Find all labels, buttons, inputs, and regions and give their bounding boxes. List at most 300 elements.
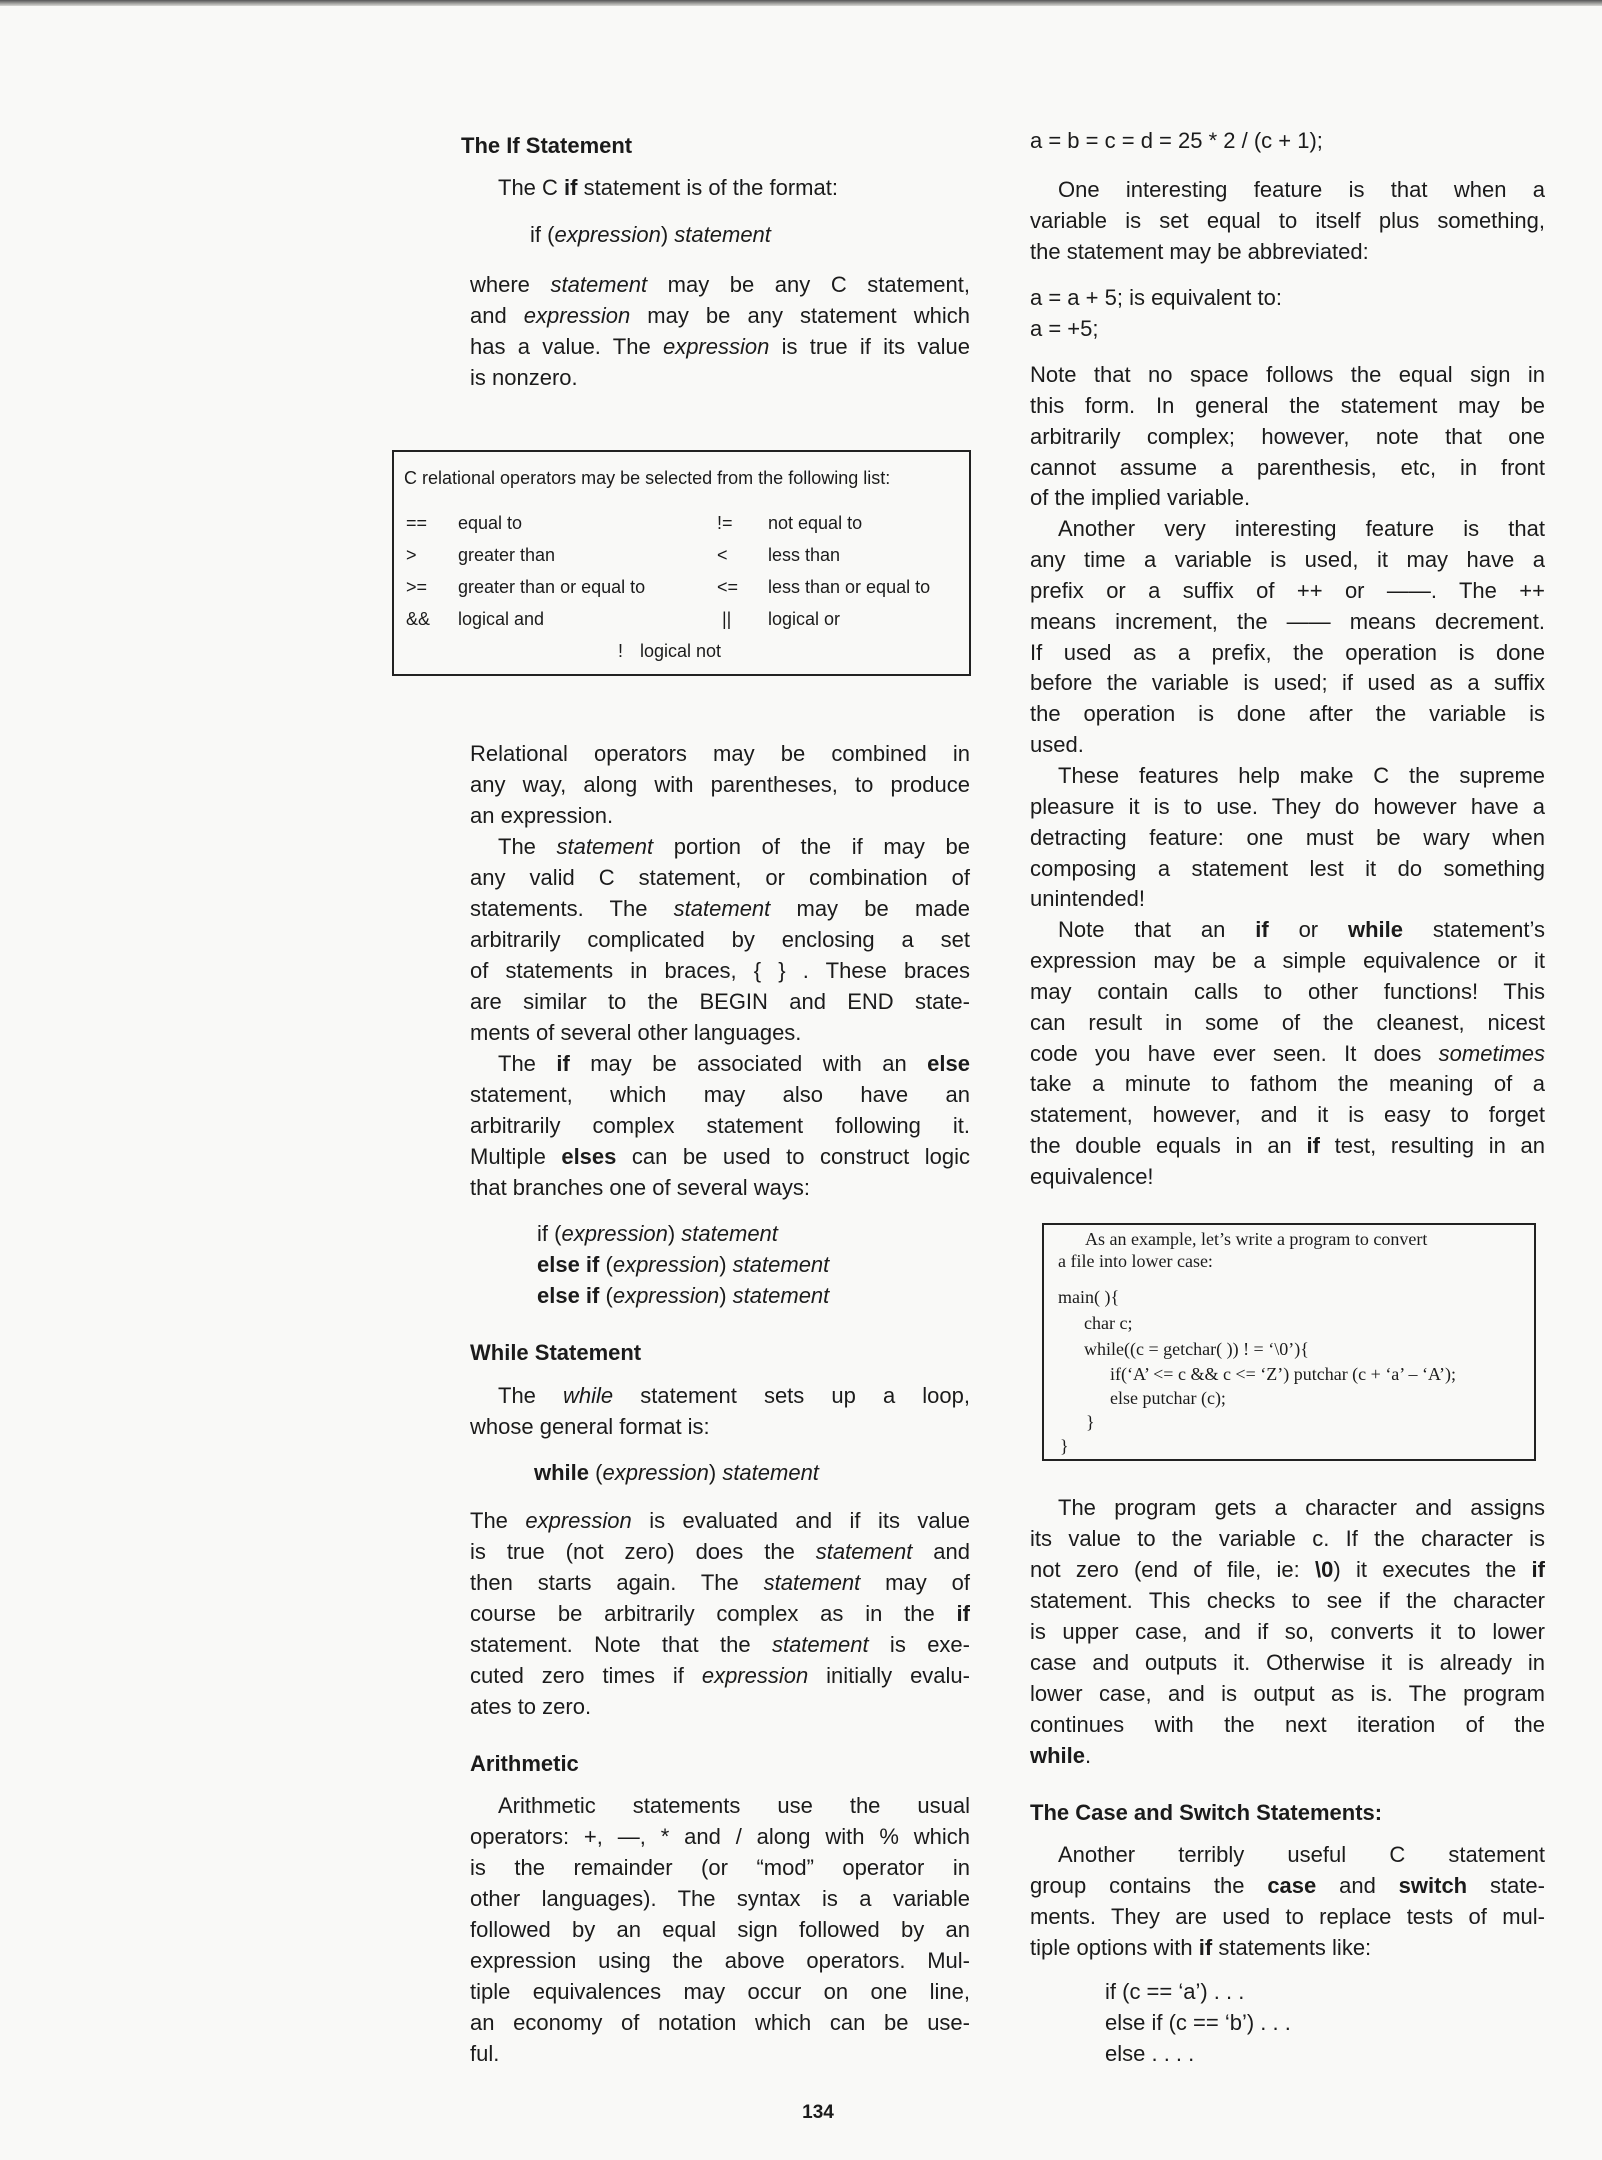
code-line: } [1060,1436,1069,1456]
box-title: C relational operators may be selected from the following list: [404,468,891,488]
text-run: if ( [530,222,555,247]
text-run: ) [719,1283,733,1308]
text-run: expression using the above operators. Mul- [470,1948,970,1973]
paragraph [470,1790,970,2069]
code-line: while((c = getchar( )) ! = ‘\0’){ [1084,1339,1309,1359]
text-block [1030,174,1545,267]
text-run: ) it executes the [1333,1557,1532,1582]
text-line [470,831,970,862]
code-example [1105,1976,1291,2069]
text-run: The C [498,175,565,200]
text-line [1030,125,1545,156]
text-run: statement sets up a loop, [613,1383,970,1408]
bold-keyword: if [1531,1557,1545,1582]
text-run: expression may be a simple equivalence or it [1030,948,1545,974]
text-run: The [498,834,557,859]
text-line [470,1141,970,1172]
operator-desc: logical or [768,609,841,629]
text-run: ments. They are used to replace tests of mul- [1030,1904,1545,1929]
text-line [537,1280,829,1311]
text-line [1030,453,1545,484]
text-line [1030,483,1545,514]
text-run: While Statement [470,1340,642,1365]
text-line [1030,1523,1545,1554]
text-line [1030,977,1545,1008]
text-line [1030,607,1545,638]
paragraph [470,269,970,393]
text-run: may be any C statement, [647,272,970,297]
text-block [470,1505,970,1722]
text-line [470,1598,970,1629]
text-line [470,955,970,986]
text-run: composing a statement lest it do something [1030,855,1545,881]
code-line: if(‘A’ <= c && c <= ‘Z’) putchar (c + ‘a’ – ‘A’); [1110,1364,1456,1384]
text-run: Arithmetic [470,1751,579,1776]
text-run: The program gets a character and assigns [1058,1495,1545,1520]
text-line [1030,1616,1545,1647]
bold-keyword: else if [537,1252,600,1277]
text-run: may contain calls to other functions! This [1030,978,1545,1004]
text-line [470,1017,970,1048]
italic-term: statement [732,1283,830,1308]
paragraph [470,1748,970,1779]
text-run: prefix or a suffix of ++ or ——. The ++ [1030,577,1545,603]
text-run: and [1316,1873,1399,1898]
italic-term: statement [732,1252,830,1277]
text-line [470,1976,970,2007]
text-line [470,862,970,893]
text-run: a = b = c = d = 25 * 2 / (c + 1); [1030,128,1323,153]
bold-keyword: else [927,1051,970,1076]
text-run: take a minute to fathom the meaning of a [1030,1071,1545,1097]
paragraph [534,1457,819,1488]
text-line [1030,1647,1545,1678]
paragraph [470,738,970,831]
text-line [470,1536,970,1567]
text-run: an expression. [470,803,614,828]
text-line [461,130,961,161]
text-line [470,1748,970,1779]
text-line [470,1852,970,1883]
text-block [470,738,970,1203]
text-run: Another very interesting feature is that [1058,516,1545,542]
italic-term: statement [556,834,654,859]
text-run: Note that an [1058,917,1256,943]
italic-term: expression [602,1460,709,1485]
operator-desc: logical not [640,641,722,661]
code-line: main( ){ [1058,1287,1120,1307]
text-line [470,362,970,393]
operator: ! [618,641,624,661]
example-program-box [1042,1223,1536,1461]
text-run: group contains the [1030,1873,1268,1898]
text-line [1030,1492,1545,1523]
text-run: else . . . . [1105,2041,1195,2066]
text-run: ments of several other languages. [470,1020,802,1045]
text-line [1030,1008,1545,1039]
text-run: may be made [770,896,971,921]
paragraph [1030,1797,1545,1828]
text-line [1030,236,1545,267]
text-run: statement, however, and it is easy to forget [1030,1102,1545,1128]
bold-keyword: while [534,1460,590,1485]
operator: <= [717,577,739,597]
text-run: code you have ever seen. It does [1030,1040,1439,1066]
section-heading [461,130,961,161]
bold-keyword: if [556,1051,570,1076]
text-line [1030,792,1545,823]
text-line [1030,1709,1545,1740]
text-run: whose general format is: [470,1414,710,1439]
bold-keyword: if [1306,1133,1320,1159]
text-line [470,1048,970,1079]
italic-term: statement [674,222,771,247]
italic-term: statement [673,896,771,921]
text-run: before the variable is used; if used as a suffix [1030,670,1545,696]
text-run: statement is of the format: [577,175,838,200]
italic-term: expression [554,222,661,247]
text-run: operators: +, —, * and / along with % which [470,1824,970,1849]
text-line [470,1411,970,1442]
text-run: the statement may be abbreviated: [1030,239,1369,264]
code-example [537,1218,829,1311]
text-line [537,1218,829,1249]
text-run: followed by an equal sign followed by an [470,1917,970,1942]
text-block [470,1380,970,1442]
text-line [1030,174,1545,205]
bold-keyword: if [956,1601,970,1626]
text-line [1030,1901,1545,1932]
code-example [1030,125,1545,156]
text-line [470,1821,970,1852]
text-run: detracting feature: one must be wary when [1030,824,1545,850]
text-run: may be any statement which [630,303,970,328]
text-line [1030,205,1545,236]
bold-keyword: if [564,175,578,200]
bold-keyword: else if [537,1283,600,1308]
text-run: statements. The [470,896,674,921]
text-run: cuted zero times if [470,1663,702,1688]
text-run: is exe- [868,1632,970,1657]
code-line: } [1086,1412,1095,1432]
bold-keyword: while [1348,917,1404,943]
text-run: ) [708,1460,723,1485]
text-line [1030,699,1545,730]
text-line [470,172,970,203]
text-run: not zero (end of file, ie: [1030,1557,1316,1582]
text-line [470,893,970,924]
text-line [470,1790,970,1821]
text-line [1030,282,1545,313]
text-line [1030,545,1545,576]
text-run: cannot assume a parenthesis, etc, in front [1030,454,1545,480]
paragraph [470,1337,970,1368]
text-line [1030,668,1545,699]
example-intro: As an example, let’s write a program to convert [1085,1229,1428,1249]
text-line [470,1883,970,1914]
paragraph [1030,514,1545,761]
text-run: the double equals in an [1030,1133,1307,1159]
text-run: ful. [470,2041,500,2066]
text-run: and [912,1539,970,1564]
text-line [1030,915,1545,946]
text-run: unintended! [1030,886,1145,912]
text-run: arbitrarily complicated by enclosing a set [470,927,970,952]
bold-keyword: if [1198,1935,1213,1960]
paragraph [461,130,961,161]
operator: == [406,513,428,533]
paragraph [470,1048,970,1203]
text-run: statement. This checks to see if the character [1030,1588,1545,1613]
text-line [470,331,970,362]
text-run: . [1085,1743,1092,1768]
bold-keyword: elses [561,1144,617,1169]
paragraph [470,172,970,203]
italic-term: statement [550,272,648,297]
text-line [470,1567,970,1598]
text-line [1030,1870,1545,1901]
section-heading [470,1337,970,1368]
text-line [1030,391,1545,422]
paragraph [1105,1976,1291,2069]
text-line [1105,2038,1291,2069]
italic-term: expression [612,1283,720,1308]
text-line [470,800,970,831]
text-run: course be arbitrarily complex as in the [470,1601,957,1626]
text-run: Relational operators may be combined in [470,741,970,766]
text-run: any valid C statement, or combination of [470,865,970,890]
text-line [470,269,970,300]
text-run: tiple options with [1030,1935,1199,1960]
text-run: ates to zero. [470,1694,592,1719]
text-run: The Case and Switch Statements: [1030,1800,1383,1825]
text-run: statement. Note that the [470,1632,772,1657]
text-line [1030,823,1545,854]
paragraph [1030,915,1545,1193]
text-run: statement, which may also have an [470,1082,970,1107]
text-line [1030,1162,1545,1193]
text-line [470,2007,970,2038]
text-line [530,219,771,250]
text-line [1030,576,1545,607]
paragraph [470,1505,970,1722]
code-line: else putchar (c); [1110,1388,1226,1408]
text-line [1030,854,1545,885]
text-run: other languages). The syntax is a variable [470,1886,970,1911]
text-block [470,172,970,203]
text-line [470,738,970,769]
text-run: then starts again. The [470,1570,764,1595]
text-line [470,1945,970,1976]
text-line [1030,1554,1545,1585]
italic-term: expression [561,1221,668,1246]
text-line [1030,1839,1545,1870]
relational-operators-box [392,450,971,676]
scan-edge [0,0,1602,6]
paragraph [1030,360,1545,514]
text-line [470,2038,970,2069]
text-run: where [470,272,551,297]
text-run: portion of the if may be [653,834,970,859]
italic-term: expression [523,303,631,328]
code-example [534,1457,819,1488]
text-line [1030,946,1545,977]
bold-keyword: \0 [1315,1557,1334,1582]
text-line [1030,422,1545,453]
paragraph [1030,174,1545,267]
text-run: ( [599,1252,613,1277]
text-run: One interesting feature is that when a [1058,177,1545,202]
text-run: if ( [537,1221,562,1246]
text-run: means increment, the —— means decrement. [1030,608,1545,634]
italic-term: statement [722,1460,819,1485]
text-run: is evaluated and if its value [631,1508,970,1533]
text-run: ( [589,1460,603,1485]
paragraph [537,1218,829,1311]
text-run: any time a variable is used, it may have a [1030,547,1545,573]
example-intro: a file into lower case: [1058,1251,1213,1271]
text-run: continues with the next iteration of the [1030,1712,1545,1737]
text-run: variable is set equal to itself plus something, [1030,208,1545,233]
paragraph [470,831,970,1048]
text-run: is upper case, and if so, converts it to lower [1030,1619,1545,1644]
text-run: These features help make C the supreme [1058,762,1545,788]
text-run: equivalence! [1030,1163,1154,1189]
italic-term: expression [662,334,770,359]
text-run: The [498,1051,557,1076]
text-run: ) [719,1252,733,1277]
text-run: If used as a prefix, the operation is done [1030,639,1545,665]
text-run: may of [860,1570,970,1595]
text-line [1030,730,1545,761]
operator-desc: less than or equal to [768,577,931,597]
text-block [1030,1839,1545,1963]
text-run: Another terribly useful C statement [1058,1842,1545,1867]
paragraph [1030,761,1545,915]
text-run: can result in some of the cleanest, nicest [1030,1009,1545,1035]
paragraph [470,1380,970,1442]
text-run: pleasure it is to use. They do however have a [1030,793,1545,819]
operator-desc: equal to [458,513,523,533]
text-line [1030,1100,1545,1131]
text-line [1030,514,1545,545]
text-block [470,269,970,393]
bold-keyword: switch [1398,1873,1468,1898]
text-run: of statements in braces, { } . These braces [470,958,970,983]
text-run: The [470,1508,526,1533]
text-run: case and outputs it. Otherwise it is already in [1030,1650,1545,1675]
operator: >= [406,577,428,597]
text-line [1030,884,1545,915]
italic-term: statement [815,1539,913,1564]
text-line [470,986,970,1017]
text-line [470,769,970,800]
text-run: is nonzero. [470,365,578,390]
bold-keyword: if [1255,917,1269,943]
section-heading [1030,1797,1545,1828]
text-line [1030,1678,1545,1709]
text-run: ( [599,1283,613,1308]
text-run: arbitrarily complex statement following it. [470,1113,970,1138]
text-line [470,1172,970,1203]
text-run: an economy of notation which can be use- [470,2010,970,2035]
page-number: 134 [802,2102,834,2123]
text-line [1030,1039,1545,1070]
text-line [1030,1932,1545,1963]
text-run: statement’s [1403,917,1545,943]
operator: && [406,609,431,629]
text-line [1030,313,1545,344]
text-block [1030,1492,1545,1771]
text-run: statements like: [1212,1935,1372,1960]
operator: || [722,609,732,629]
text-line [1030,761,1545,792]
text-run: can be used to construct logic [616,1144,970,1169]
text-run: is true (not zero) does the [470,1539,816,1564]
operator-desc: logical and [458,609,545,629]
text-line [1105,2007,1291,2038]
text-run: Multiple [470,1144,562,1169]
text-run: ) [660,222,675,247]
text-run: a = +5; [1030,316,1099,341]
text-line [1030,638,1545,669]
italic-term: expression [612,1252,720,1277]
text-line [1030,1740,1545,1771]
text-line [1030,1069,1545,1100]
text-line [1030,360,1545,391]
text-line [470,1380,970,1411]
text-block [1030,360,1545,1193]
operator-desc: less than [768,545,841,565]
text-run: Arithmetic statements use the usual [498,1793,970,1818]
italic-term: statement [771,1632,869,1657]
text-line [1105,1976,1291,2007]
text-run: arbitrarily complex; however, note that one [1030,423,1545,449]
paragraph [530,219,771,250]
operator-desc: not equal to [768,513,863,533]
text-run: tiple equivalences may occur on one line, [470,1979,970,2004]
italic-term: while [563,1383,614,1408]
text-run: The If Statement [461,133,633,158]
text-line [470,1505,970,1536]
text-run: the operation is done after the variable is [1030,701,1545,727]
text-run: a = a + 5; is equivalent to: [1030,285,1282,310]
text-line [470,1914,970,1945]
text-run: lower case, and is output as is. The program [1030,1681,1545,1706]
italic-term: statement [681,1221,778,1246]
operator-desc: greater than or equal to [458,577,646,597]
paragraph [1030,282,1545,344]
text-run: else if (c == ‘b’) . . . [1105,2010,1291,2035]
text-line [1030,1585,1545,1616]
operator: < [717,545,728,565]
text-line [537,1249,829,1280]
text-line [1030,1131,1545,1162]
text-run: is true if its value [769,334,971,359]
code-example [1030,282,1545,344]
text-line [470,1337,970,1368]
text-run: state- [1467,1873,1545,1898]
code-line: char c; [1084,1313,1133,1333]
italic-term: expression [525,1508,632,1533]
text-run: ) [667,1221,682,1246]
text-run: may be associated with an [569,1051,928,1076]
italic-term: statement [763,1570,861,1595]
text-run: of the implied variable. [1030,485,1251,511]
bold-keyword: while [1030,1743,1086,1768]
text-line [1030,1797,1545,1828]
text-run: any way, along with parentheses, to produce [470,772,970,797]
